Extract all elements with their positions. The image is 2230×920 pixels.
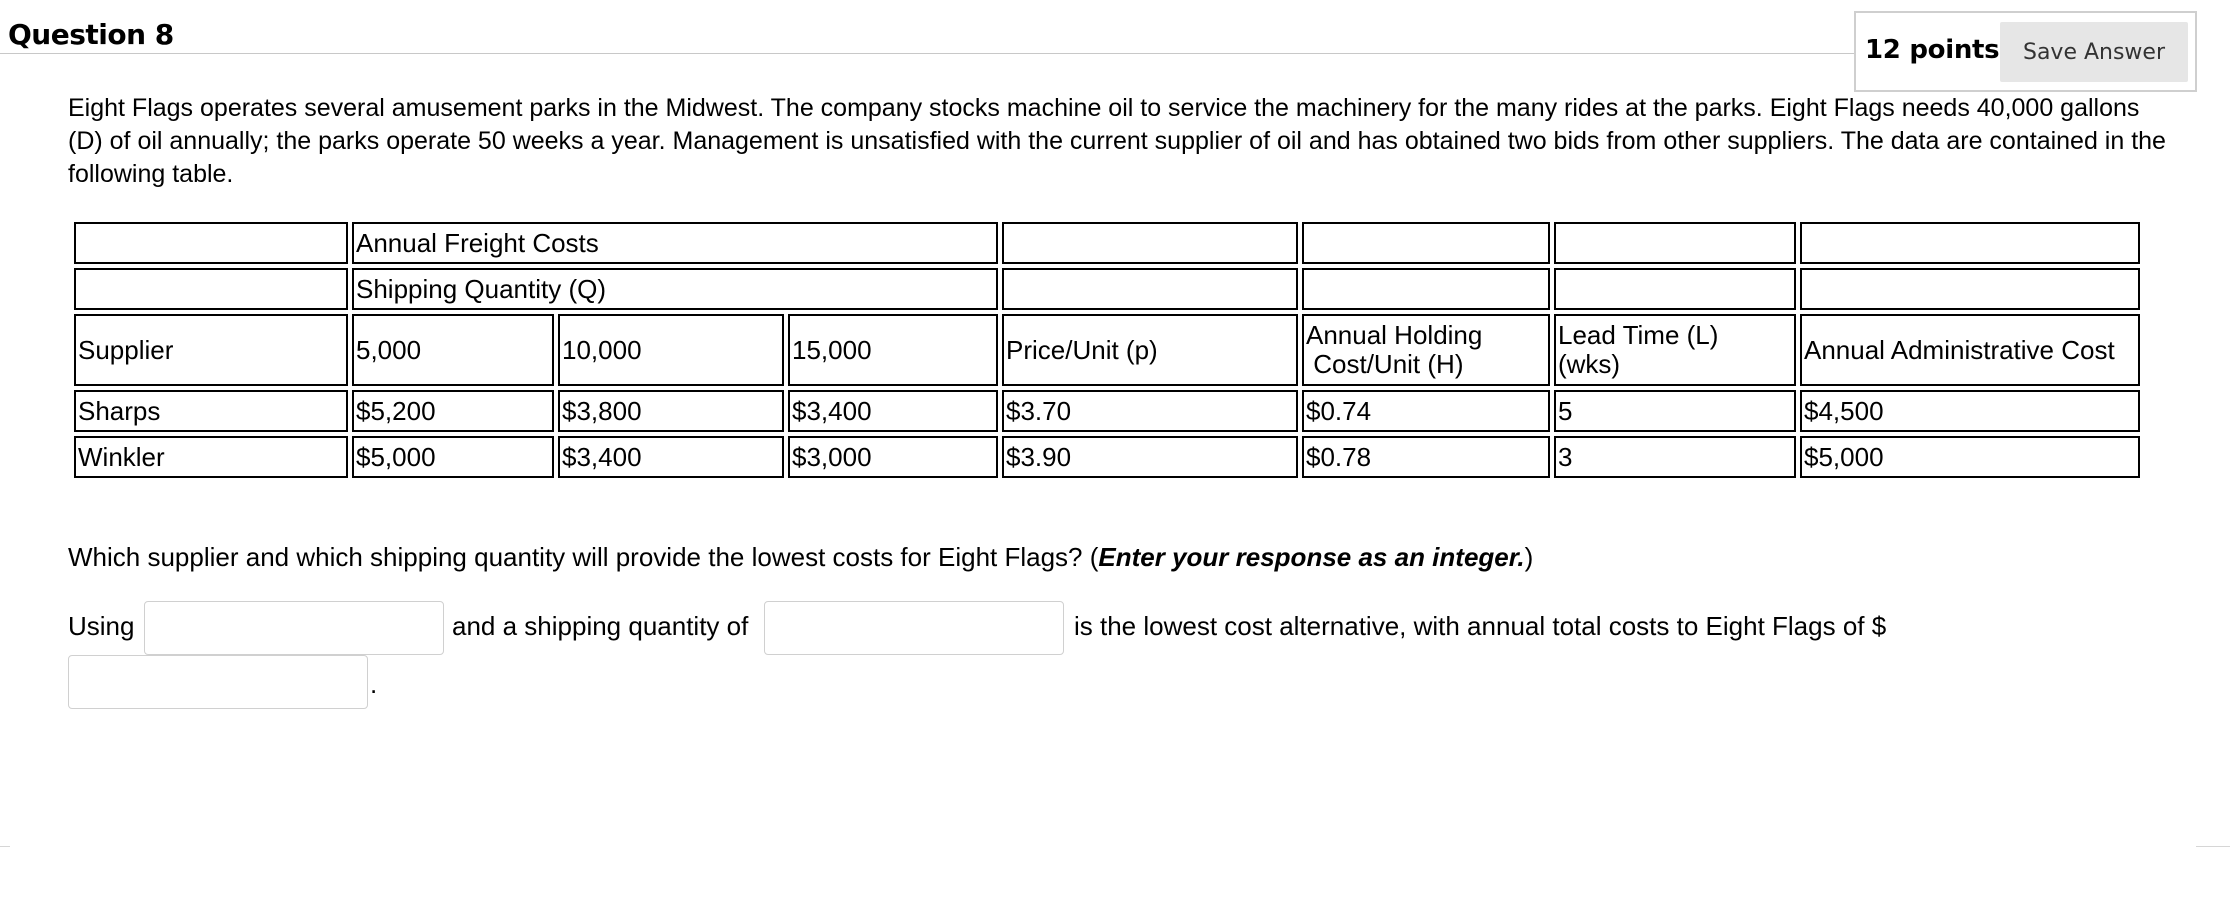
cell-freight-q3: $3,400 [788, 390, 998, 432]
cell-admin-cost: $5,000 [1800, 436, 2140, 478]
save-answer-button[interactable]: Save Answer [2000, 22, 2188, 82]
instructions-emphasis: Enter your response as an integer. [1098, 542, 1525, 572]
table-cell-empty [74, 222, 348, 264]
sentence-end-mark: . [370, 669, 378, 699]
table-cell-empty [74, 268, 348, 310]
total-cost-input[interactable] [68, 655, 368, 709]
question-title: Question 8 [8, 18, 174, 51]
lead-header-line-1: Lead Time (L) [1558, 320, 1719, 350]
shipping-quantity-label: and a shipping quantity of [452, 611, 749, 641]
column-header-price: Price/Unit (p) [1002, 314, 1298, 386]
lead-header-line-2: (wks) [1558, 349, 1621, 379]
header-divider [0, 53, 1856, 54]
cell-freight-q2: $3,800 [558, 390, 784, 432]
table-row-sharps [74, 390, 2140, 432]
using-label: Using [68, 611, 135, 641]
column-header-admin-cost: Annual Administrative Cost [1800, 314, 2140, 386]
table-cell-empty [1800, 268, 2140, 310]
cell-lead-time: 5 [1554, 390, 1796, 432]
question-prompt: Eight Flags operates several amusement parks in the Midwest. The company stocks machine oil to service the machinery for the many rides at the parks. Eight Flags needs 40,000 gallons (D) of oil annually; the parks operate 50 weeks a year. Management is unsatisfied with the current supplier of oil and has obtained two bids from other suppliers. The data are contained in the following table. [68, 94, 2166, 188]
supplier-data-table [70, 218, 2144, 482]
column-header-q-5000: 5,000 [352, 314, 554, 386]
cell-freight-q2: $3,400 [558, 436, 784, 478]
cell-supplier: Winkler [74, 436, 348, 478]
cell-holding: $0.78 [1302, 436, 1550, 478]
table-row-winkler [74, 436, 2140, 478]
column-header-q-15000: 15,000 [788, 314, 998, 386]
holding-header-line-1: Annual Holding [1306, 320, 1483, 350]
points-panel [1854, 11, 2197, 92]
header-shipping-quantity: Shipping Quantity (Q) [352, 268, 998, 310]
cell-holding: $0.74 [1302, 390, 1550, 432]
cell-freight-q1: $5,200 [352, 390, 554, 432]
instructions-close: ) [1524, 542, 1534, 572]
table-cell-empty [1302, 268, 1550, 310]
bottom-divider-left [0, 846, 10, 847]
answer-instructions [68, 540, 1533, 574]
header-annual-freight-costs: Annual Freight Costs [352, 222, 998, 264]
column-header-q-10000: 10,000 [558, 314, 784, 386]
table-cell-empty [1302, 222, 1550, 264]
cell-price: $3.90 [1002, 436, 1298, 478]
table-cell-empty [1554, 268, 1796, 310]
holding-header-line-2: Cost/Unit (H) [1313, 349, 1464, 379]
table-cell-empty [1002, 222, 1298, 264]
table-cell-empty [1002, 268, 1298, 310]
table-header-row-freight [74, 222, 2140, 264]
points-label: 12 points [1865, 35, 2000, 65]
cell-admin-cost: $4,500 [1800, 390, 2140, 432]
bottom-divider-right [2196, 846, 2230, 847]
cell-price: $3.70 [1002, 390, 1298, 432]
table-header-row-shipping [74, 268, 2140, 310]
shipping-quantity-input[interactable] [764, 601, 1064, 655]
column-header-supplier: Supplier [74, 314, 348, 386]
instructions-text: Which supplier and which shipping quantity will provide the lowest costs for Eight Flags? ( [68, 542, 1099, 572]
cell-lead-time: 3 [1554, 436, 1796, 478]
total-cost-label: is the lowest cost alternative, with annual total costs to Eight Flags of $ [1074, 611, 1887, 641]
question-header [0, 0, 2230, 65]
table-cell-empty [1554, 222, 1796, 264]
supplier-answer-input[interactable] [144, 601, 444, 655]
cell-supplier: Sharps [74, 390, 348, 432]
cell-freight-q3: $3,000 [788, 436, 998, 478]
table-cell-empty [1800, 222, 2140, 264]
table-column-header-row [74, 314, 2140, 386]
column-header-holding-cost [1302, 314, 1550, 386]
cell-freight-q1: $5,000 [352, 436, 554, 478]
next-question-panel [10, 846, 2196, 920]
column-header-lead-time [1554, 314, 1796, 386]
